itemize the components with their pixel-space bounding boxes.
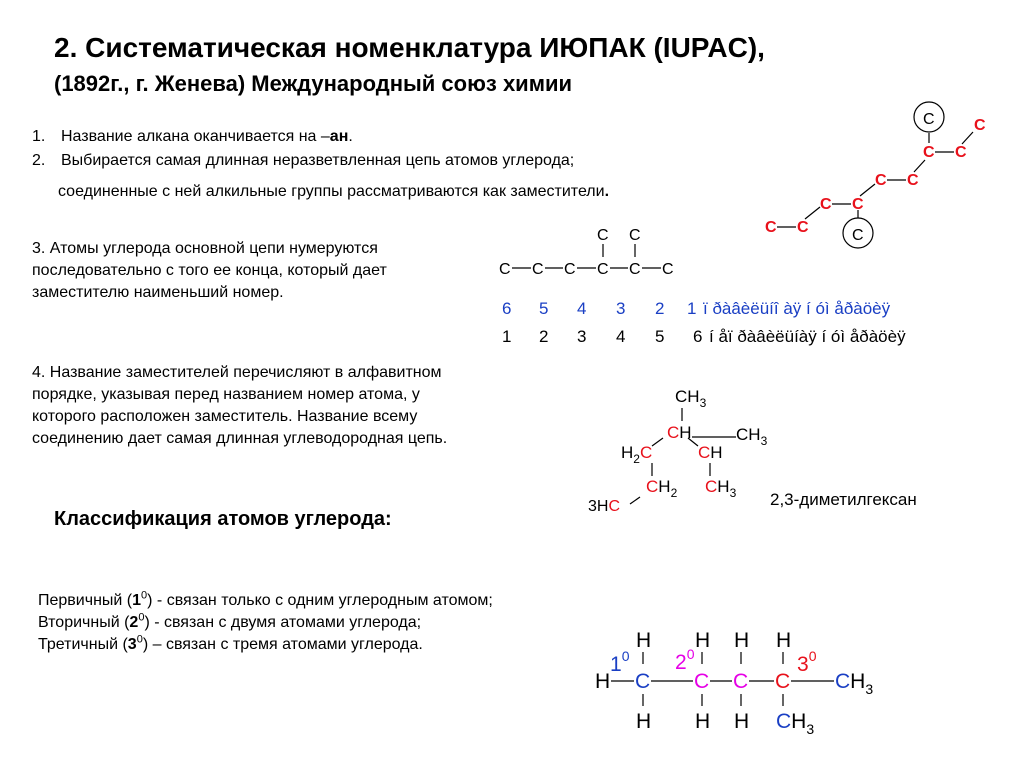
group-ch3: $CH_3$ <box>675 387 707 410</box>
classification-degree-sup: 0 <box>141 589 148 602</box>
rule-4-line: 4. Название заместителей перечисляют в алфавитном <box>32 364 442 381</box>
atom-h: H <box>734 710 750 733</box>
bond <box>652 438 663 446</box>
classification-label: Третичный ( <box>38 636 128 653</box>
classification-degree-sup: 0 <box>138 611 145 624</box>
rule-4-line: соединению дает самая длинная углеводородная цепь. <box>32 430 448 447</box>
degree-label-tertiary: $3^0$ <box>797 648 817 676</box>
atom-label: C <box>820 196 832 213</box>
rule-2-text: Выбирается самая длинная неразветвленная цепь атомов углерода; <box>61 152 575 169</box>
slide-subtitle: (1892г., г. Женева) Международный союз химии <box>54 71 573 96</box>
atom-h: H <box>636 629 652 652</box>
primary-carbon: C <box>635 670 651 693</box>
numbering-correct-number: 4 <box>577 299 587 318</box>
group-3hc: 3HC <box>588 498 621 515</box>
group-ch3: $CH_3$ <box>705 477 737 500</box>
numbering-correct-number: 5 <box>539 299 549 318</box>
atom-h: H <box>636 710 652 733</box>
numbering-chain-structure <box>499 227 674 278</box>
numbering-correct-number: 3 <box>616 299 626 318</box>
degree-label-secondary: $2^0$ <box>675 646 695 674</box>
group-ch: CH <box>698 443 723 462</box>
classification-heading: Классификация атомов углерода: <box>54 508 392 530</box>
bond <box>688 438 698 446</box>
classification-label: Вторичный ( <box>38 614 130 631</box>
atom-label: C <box>955 144 967 161</box>
numbering-correct-label: ï ðàâèëüíî àÿ í óì åðàöèÿ <box>703 299 891 318</box>
atom-h: H <box>595 670 611 693</box>
atom-label: C <box>629 227 641 244</box>
bond <box>962 132 973 144</box>
classification-degree: 3 <box>127 636 137 653</box>
rule-3-line: 3. Атомы углерода основной цепи нумеруются <box>32 240 378 257</box>
atom-label: C <box>662 261 674 278</box>
atom-h: H <box>776 629 792 652</box>
tertiary-carbon: C <box>775 670 791 693</box>
atom-label: C <box>532 261 544 278</box>
numbering-wrong-number: 4 <box>616 327 626 346</box>
rule-1-end: . <box>348 128 353 145</box>
group-ch3: $CH_3$ <box>736 425 768 448</box>
atom-h: H <box>734 629 750 652</box>
atom-label: C <box>923 111 935 128</box>
slide-title: 2. Систематическая номенклатура ИЮПАК (IUPAC), <box>54 32 765 63</box>
rule-2-number: 2. <box>32 152 46 169</box>
rule-1-number: 1. <box>32 128 46 145</box>
atom-h: H <box>695 629 711 652</box>
classification-degree-sup: 0 <box>136 633 143 646</box>
atom-h: H <box>695 710 711 733</box>
numbering-wrong-label: í åï ðàâèëüíàÿ í óì åðàöèÿ <box>709 327 906 346</box>
rule-1-text: Название алкана оканчивается на – <box>61 128 330 145</box>
atom-label: C <box>797 219 809 236</box>
numbering-correct-number: 1 <box>687 299 697 318</box>
compound-name: 2,3-диметилгексан <box>770 490 917 509</box>
atom-label: C <box>499 261 511 278</box>
numbering-wrong-number: 1 <box>502 327 512 346</box>
atom-label: C <box>597 227 609 244</box>
rule-4-line: которого расположен заместитель. Название всему <box>32 408 418 425</box>
degree-label-primary: $1^0$ <box>610 648 630 676</box>
atom-label: C <box>907 172 919 189</box>
numbering-wrong-number: 3 <box>577 327 587 346</box>
classification-desc: ) - связан с двумя атомами углерода; <box>144 614 422 631</box>
bond <box>630 497 640 504</box>
group-ch3: $CH_3$ <box>835 670 874 697</box>
rule-2-continued-end: . <box>604 183 610 200</box>
classification-degree: 2 <box>129 614 139 631</box>
atom-label: C <box>852 196 864 213</box>
bond <box>805 207 820 219</box>
dimethylhexane-structure <box>588 387 768 515</box>
numbering-wrong-number: 5 <box>655 327 665 346</box>
classification-desc: ) - связан только с одним углеродным атомом; <box>147 592 493 609</box>
rule-2-continued-text: соединенные с ней алкильные группы рассматриваются как заместители <box>58 183 605 200</box>
atom-label: C <box>923 144 935 161</box>
zigzag-chain-structure <box>765 102 986 248</box>
group-h2c: $H_2C$ <box>621 443 653 466</box>
atom-label: C <box>564 261 576 278</box>
classification-desc: ) – связан с тремя атомами углерода. <box>142 636 423 653</box>
rule-1-suffix: ан <box>329 128 349 145</box>
rule-3-line: заместителю наименьший номер. <box>32 284 284 301</box>
group-ch3: $CH_3$ <box>776 710 815 737</box>
rule-4-line: порядке, указывая перед названием номер атома, у <box>32 386 420 403</box>
atom-label: C <box>852 227 864 244</box>
bond <box>914 160 925 172</box>
numbering-wrong-number: 2 <box>539 327 549 346</box>
secondary-carbon: C <box>694 670 710 693</box>
classification-label: Первичный ( <box>38 592 133 609</box>
numbering-correct-number: 2 <box>655 299 665 318</box>
group-ch2: $CH_2$ <box>646 477 678 500</box>
classification-structure <box>595 629 873 737</box>
atom-label: C <box>875 172 887 189</box>
atom-label: C <box>629 261 641 278</box>
atom-label: C <box>974 117 986 134</box>
secondary-carbon: C <box>733 670 749 693</box>
numbering-wrong-number: 6 <box>693 327 703 346</box>
atom-label: C <box>597 261 609 278</box>
atom-label: C <box>765 219 777 236</box>
bond <box>860 184 875 196</box>
numbering-correct-number: 6 <box>502 299 512 318</box>
group-ch: CH <box>667 423 692 442</box>
classification-degree: 1 <box>132 592 142 609</box>
rule-3-line: последовательно с того ее конца, который дает <box>32 262 387 279</box>
